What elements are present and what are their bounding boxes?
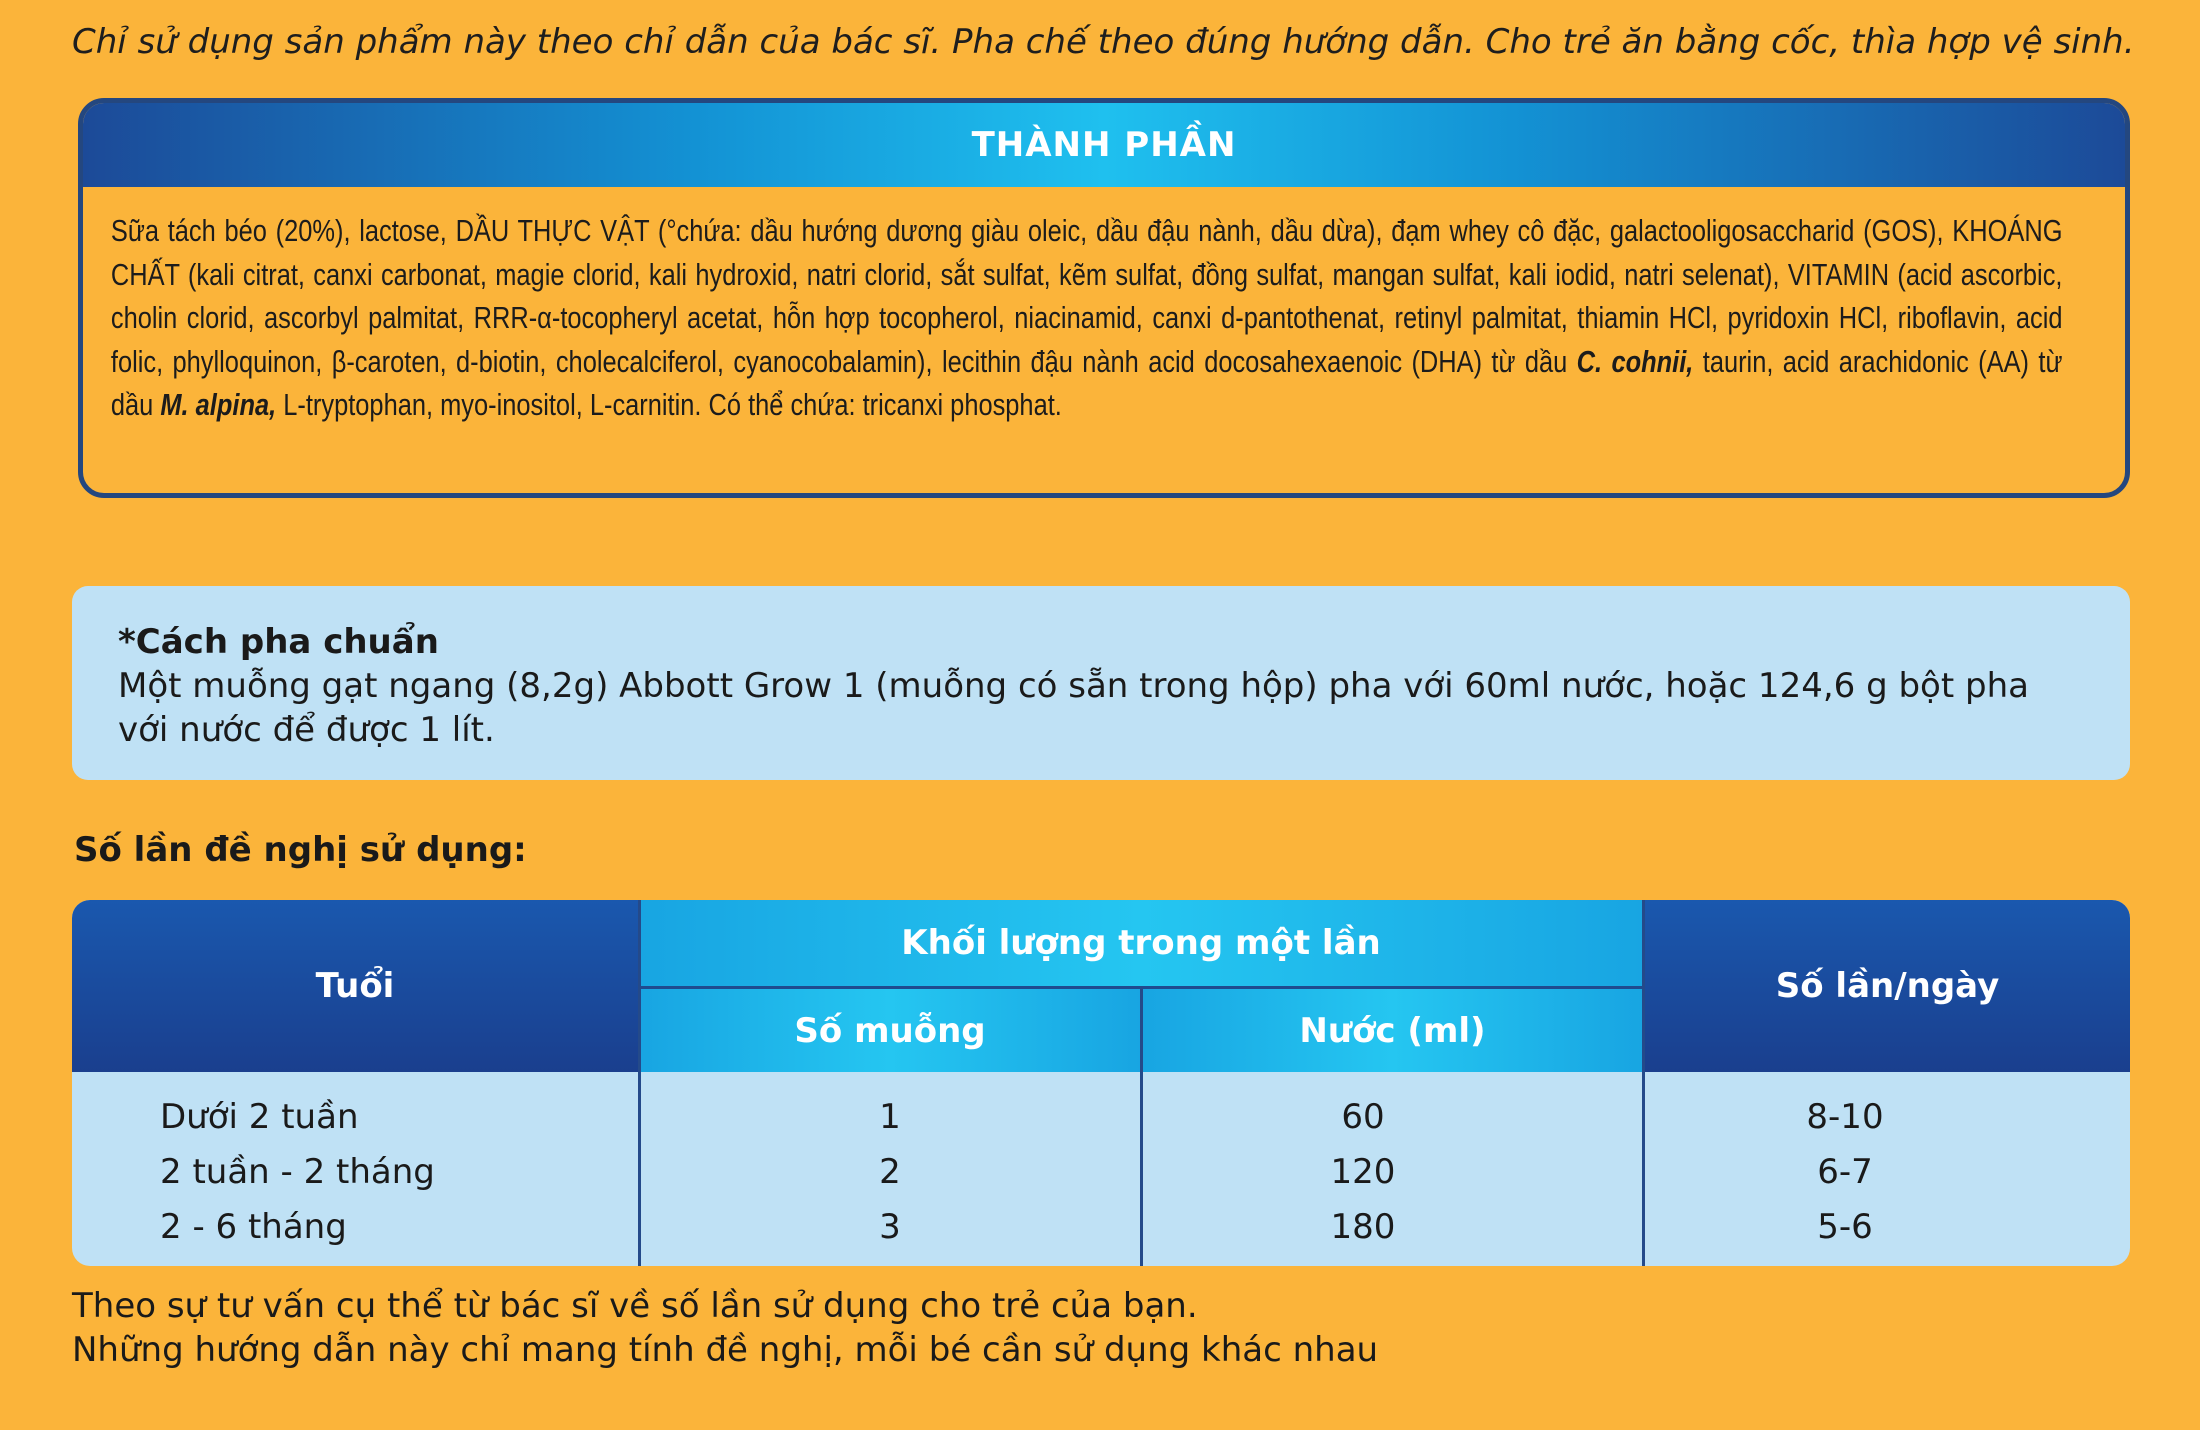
usage-notice: Chỉ sử dụng sản phẩm này theo chỉ dẫn của bác sĩ. Pha chế theo đúng hướng dẫn. Cho trẻ ăn bằng cốc, thìa hợp vệ sinh. <box>72 22 2135 62</box>
header-age: Tuổi <box>72 900 638 1072</box>
ingredients-text-part-1: Sữa tách béo (20%), lactose, DẦU THỰC VẬT (°chứa: dầu hướng dương giàu oleic, dầu đậu nành, dầu dừa), đạm whey cô đặc, galactooligosaccharid (GOS), KHOÁNG CHẤT (kali citrat, canxi carbonat, magie clorid, kali hydroxid, natri clorid, sắt sulfat, kẽm sulfat, đồng sulfat, mangan sulfat, kali iodid, natri selenat), VITAMIN (acid ascorbic, cholin clorid, ascorbyl palmitat, RRR-α-tocopheryl acetat, hỗn hợp tocopherol, niacinamid, canxi d-pantothenat, retinyl palmitat, thiamin HCl, pyridoxin HCl, riboflavin, acid folic, phylloquinon, β-caroten, d-biotin, cholecalciferol, cyanocobalamin), lecithin đậu nành acid docosahexaenoic (DHA) từ dầu <box>110 213 2063 379</box>
row-1-age: Dưới 2 tuần <box>160 1097 359 1137</box>
footer-line-2: Những hướng dẫn này chỉ mang tính đề nghị, mỗi bé cần sử dụng khác nhau <box>72 1330 1379 1370</box>
row-2-water: 120 <box>1330 1152 1396 1192</box>
header-amount-group: Khối lượng trong một lần <box>640 900 1642 986</box>
ingredients-title: THÀNH PHẦN <box>83 103 2125 187</box>
usage-title: Số lần đề nghị sử dụng: <box>74 830 527 870</box>
header-scoops: Số muỗng <box>640 989 1140 1072</box>
row-2-times: 6-7 <box>1817 1152 1873 1192</box>
species-alpina: M. alpina, <box>160 387 277 422</box>
row-1-water: 60 <box>1341 1097 1385 1137</box>
row-3-times: 5-6 <box>1817 1207 1873 1247</box>
ingredients-box <box>78 98 2130 498</box>
row-1-times: 8-10 <box>1806 1097 1884 1137</box>
row-2-scoops: 2 <box>879 1152 901 1192</box>
ingredients-text-part-2: taurin, acid arachidonic (AA) từ dầu <box>110 343 2063 422</box>
footer-note <box>72 1284 1378 1372</box>
ingredients-text <box>83 187 2090 427</box>
species-cohnii: C. cohnii, <box>1576 343 1694 379</box>
row-2-age: 2 tuần - 2 tháng <box>160 1152 435 1192</box>
row-3-age: 2 - 6 tháng <box>160 1207 347 1247</box>
row-1-scoops: 1 <box>879 1097 901 1137</box>
row-3-scoops: 3 <box>879 1207 901 1247</box>
header-times-per-day: Số lần/ngày <box>1645 900 2130 1072</box>
preparation-text: Một muỗng gạt ngang (8,2g) Abbott Grow 1 (muỗng có sẵn trong hộp) pha với 60ml nước, hoặc 124,6 g bột pha với nước để được 1 lít. <box>118 666 2029 750</box>
preparation-title: *Cách pha chuẩn <box>118 622 439 662</box>
preparation-box <box>72 586 2130 780</box>
usage-table <box>72 900 2130 1266</box>
row-3-water: 180 <box>1330 1207 1396 1247</box>
footer-line-1: Theo sự tư vấn cụ thể từ bác sĩ về số lần sử dụng cho trẻ của bạn. <box>72 1286 1198 1326</box>
header-water: Nước (ml) <box>1143 989 1642 1072</box>
ingredients-text-part-3: L-tryptophan, myo-inositol, L-carnitin. Có thể chứa: tricanxi phosphat. <box>276 387 1062 422</box>
